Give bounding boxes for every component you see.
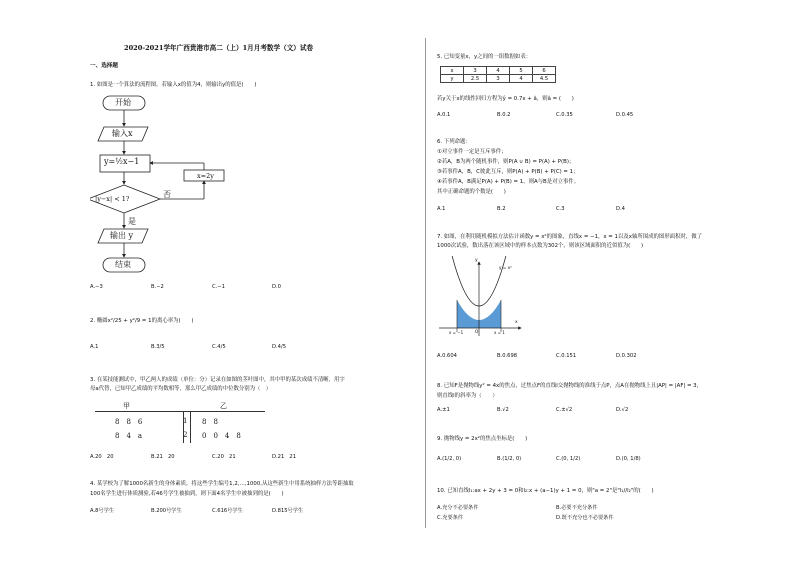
q6-item-3: ③若事件A，B，C彼此互斥，则P(A) + P(B) + P(C) = 1；	[437, 169, 579, 175]
stem-vline-right	[190, 411, 191, 443]
q3-option-b[interactable]: B.21 20	[151, 454, 175, 460]
q4-text-line1: 4. 某学校为了解1000名新生的身体素质，将这些学生编号1,2,…,1000,从这些新生中用系统抽样方法等距抽取	[90, 481, 354, 487]
q7-right-label: x = 1	[494, 330, 505, 335]
flow-start-label: 开始	[115, 98, 131, 107]
flow-condition-label: |y−x| < 1?	[95, 195, 130, 203]
q1-option-b[interactable]: B.−2	[151, 284, 164, 290]
q4-option-d[interactable]: D.815号学生	[272, 508, 304, 514]
q7-option-d[interactable]: D.0.302	[616, 353, 637, 359]
q6-tail: 其中正确命题的个数是( )	[437, 189, 506, 195]
section-heading: 一、选择题	[90, 63, 118, 69]
stem-row1-right: 8 8	[202, 418, 218, 426]
q8-text-line1: 8. 已知F是抛物线y² = 4x的焦点，过焦点F的直线l交抛物线的准线于点P，点A在抛物线上且|AP| = |AF| = 3，	[437, 383, 702, 389]
q2-option-d[interactable]: D.4/5	[272, 344, 286, 350]
q7-y-label: y	[475, 258, 478, 263]
q9-text: 9. 抛物线y = 2x²的焦点坐标是( )	[437, 436, 528, 442]
flow-output-label: 输出 y	[110, 231, 134, 240]
flow-input-label: 输入x	[112, 129, 133, 138]
q3-option-a[interactable]: A.20 20	[90, 454, 114, 460]
q5-option-d[interactable]: D.0.45	[616, 112, 634, 118]
q5-cell: 3	[487, 75, 510, 83]
q7-text-line2: 1000次试验，数出落在该区域中的样本点数为302个，则该区域面积的近似值为( )	[437, 243, 644, 249]
q3-option-c[interactable]: C.20 21	[212, 454, 236, 460]
q7-left-label: x = −1	[449, 330, 464, 335]
q6-item-1: ①对立事件一定是互斥事件；	[437, 149, 507, 155]
q5-table	[440, 66, 556, 83]
stem-head-left: 甲	[123, 402, 130, 410]
q8-option-c[interactable]: C.±√2	[556, 407, 573, 413]
q2-option-b[interactable]: B.3/5	[151, 344, 165, 350]
q10-option-a[interactable]: A.充分不必要条件	[437, 505, 479, 511]
q5-row-x	[441, 67, 556, 75]
q10-option-b[interactable]: B.必要不充分条件	[556, 505, 598, 511]
q5-text: 5. 已知变量x，y之间的一组数据如表：	[437, 54, 532, 60]
q5-cell: x	[441, 67, 464, 75]
q2-option-a[interactable]: A.1	[90, 344, 99, 350]
stem-row1-stem: 1	[183, 417, 188, 425]
q5-cell: 4.5	[533, 75, 556, 83]
q9-option-b[interactable]: B.(1/2, 0)	[497, 456, 522, 462]
q10-text: 10. 已知直线l₁:ax + 2y + 3 = 0和l₂:x + (a−1)y + 1 = 0，则"a = 2"是"l₁//l₂"的( )	[437, 488, 654, 494]
stem-row2-right: 0 0 4 8	[202, 432, 241, 440]
q1-flowchart	[90, 92, 230, 277]
q9-option-d[interactable]: D.(0, 1/8)	[616, 456, 641, 462]
flow-yes-label: 是	[128, 217, 136, 226]
q5-cell: 5	[510, 67, 533, 75]
q4-option-b[interactable]: B.200号学生	[151, 508, 182, 514]
q1-text: 1. 如图是一个算法的流程图，若输入x的值为4，则输出y的值是( )	[90, 82, 257, 88]
q5-cell: 2.5	[464, 75, 487, 83]
q6-item-2: ②若A，B为两个随机事件，则P(A ∪ B) = P(A) + P(B)；	[437, 159, 575, 165]
q5-row-y	[441, 75, 556, 83]
q7-origin-label: O	[475, 329, 479, 334]
q2-text: 2. 椭圆x²/25 + y²/9 = 1的离心率为( )	[90, 318, 194, 324]
stem-row1-left: 8 8 6	[115, 418, 143, 426]
q1-option-d[interactable]: D.0	[272, 284, 281, 290]
q6-option-b[interactable]: B.2	[497, 206, 506, 212]
q5-option-c[interactable]: C.0.35	[556, 112, 573, 118]
q10-option-d[interactable]: D.既不充分也不必要条件	[556, 515, 614, 521]
flow-loop-label: x=2y	[197, 172, 214, 180]
q3-text-line2: 母a代替，已知甲乙成绩的平均数相等，那么甲乙成绩的中位数分别为（ ）	[90, 386, 272, 392]
page-title: 2020-2021学年广西贵港市高二（上）1月月考数学（文）试卷	[124, 44, 314, 52]
q9-option-c[interactable]: C.(0, 1/2)	[556, 456, 581, 462]
stem-head-right: 乙	[220, 402, 227, 410]
column-divider	[425, 38, 426, 528]
q5-cell: 3	[464, 67, 487, 75]
q7-option-b[interactable]: B.0.698	[497, 353, 518, 359]
q6-option-c[interactable]: C.3	[556, 206, 565, 212]
q6-option-a[interactable]: A.1	[437, 206, 446, 212]
q6-item-4: ④若事件A，B满足P(A) + P(B) = 1，则A与B是对立事件。	[437, 179, 580, 185]
q4-option-c[interactable]: C.616号学生	[212, 508, 243, 514]
q4-option-a[interactable]: A.8号学生	[90, 508, 114, 514]
q5-regress: 若y关于x的线性回归方程为ŷ = 0.7x + â，则â = ( )	[437, 96, 574, 102]
q8-option-a[interactable]: A.±1	[437, 407, 450, 413]
q7-graph	[437, 256, 527, 338]
q3-text-line1: 3. 在某技能测试中，甲乙两人的成绩（单位：分）记录在如图的茎叶图中，其中甲的某次成绩不清晰，用字	[90, 377, 345, 383]
q1-option-a[interactable]: A.−3	[90, 284, 103, 290]
q8-option-b[interactable]: B.√2	[497, 407, 509, 413]
flow-end-label: 结束	[115, 260, 131, 269]
q1-option-c[interactable]: C.−1	[212, 284, 225, 290]
stem-row2-left: 8 4 a	[115, 432, 143, 440]
q5-option-b[interactable]: B.0.2	[497, 112, 511, 118]
q6-text: 6. 下列命题：	[437, 139, 471, 145]
q5-cell: 4	[510, 75, 533, 83]
q8-option-d[interactable]: D.√2	[616, 407, 629, 413]
q6-option-d[interactable]: D.4	[616, 206, 625, 212]
q4-text-line2: 100名学生进行体质测验,若46号学生被抽到，则下面4名学生中被抽到的是( )	[90, 491, 284, 497]
flow-assign-label: y=½x−1	[104, 157, 140, 166]
q7-option-c[interactable]: C.0.151	[556, 353, 577, 359]
q7-option-a[interactable]: A.0.604	[437, 353, 457, 359]
stem-leaf-plot	[95, 399, 265, 444]
q5-cell: 4	[487, 67, 510, 75]
flow-no-label: 否	[163, 190, 171, 199]
stem-divider	[95, 411, 265, 412]
q8-text-line2: 则直线l的斜率为（ ）	[437, 393, 498, 399]
q9-option-a[interactable]: A.(1/2, 0)	[437, 456, 462, 462]
stem-row2-stem: 2	[183, 431, 188, 439]
q3-option-d[interactable]: D.21 21	[272, 454, 297, 460]
q5-cell: 6	[533, 67, 556, 75]
q7-text-line1: 7. 如图，在利用随机模拟方法估计函数y = x²的图象，直线x = −1，x = 1以及x轴所围成的图形面积时，做了	[437, 234, 703, 240]
q5-option-a[interactable]: A.0.1	[437, 112, 451, 118]
q10-option-c[interactable]: C.充要条件	[437, 515, 464, 521]
q7-curve-label: y = x²	[499, 265, 512, 270]
q7-x-label: x	[515, 320, 518, 325]
q5-cell: y	[441, 75, 464, 83]
q2-option-c[interactable]: C.4/5	[212, 344, 226, 350]
